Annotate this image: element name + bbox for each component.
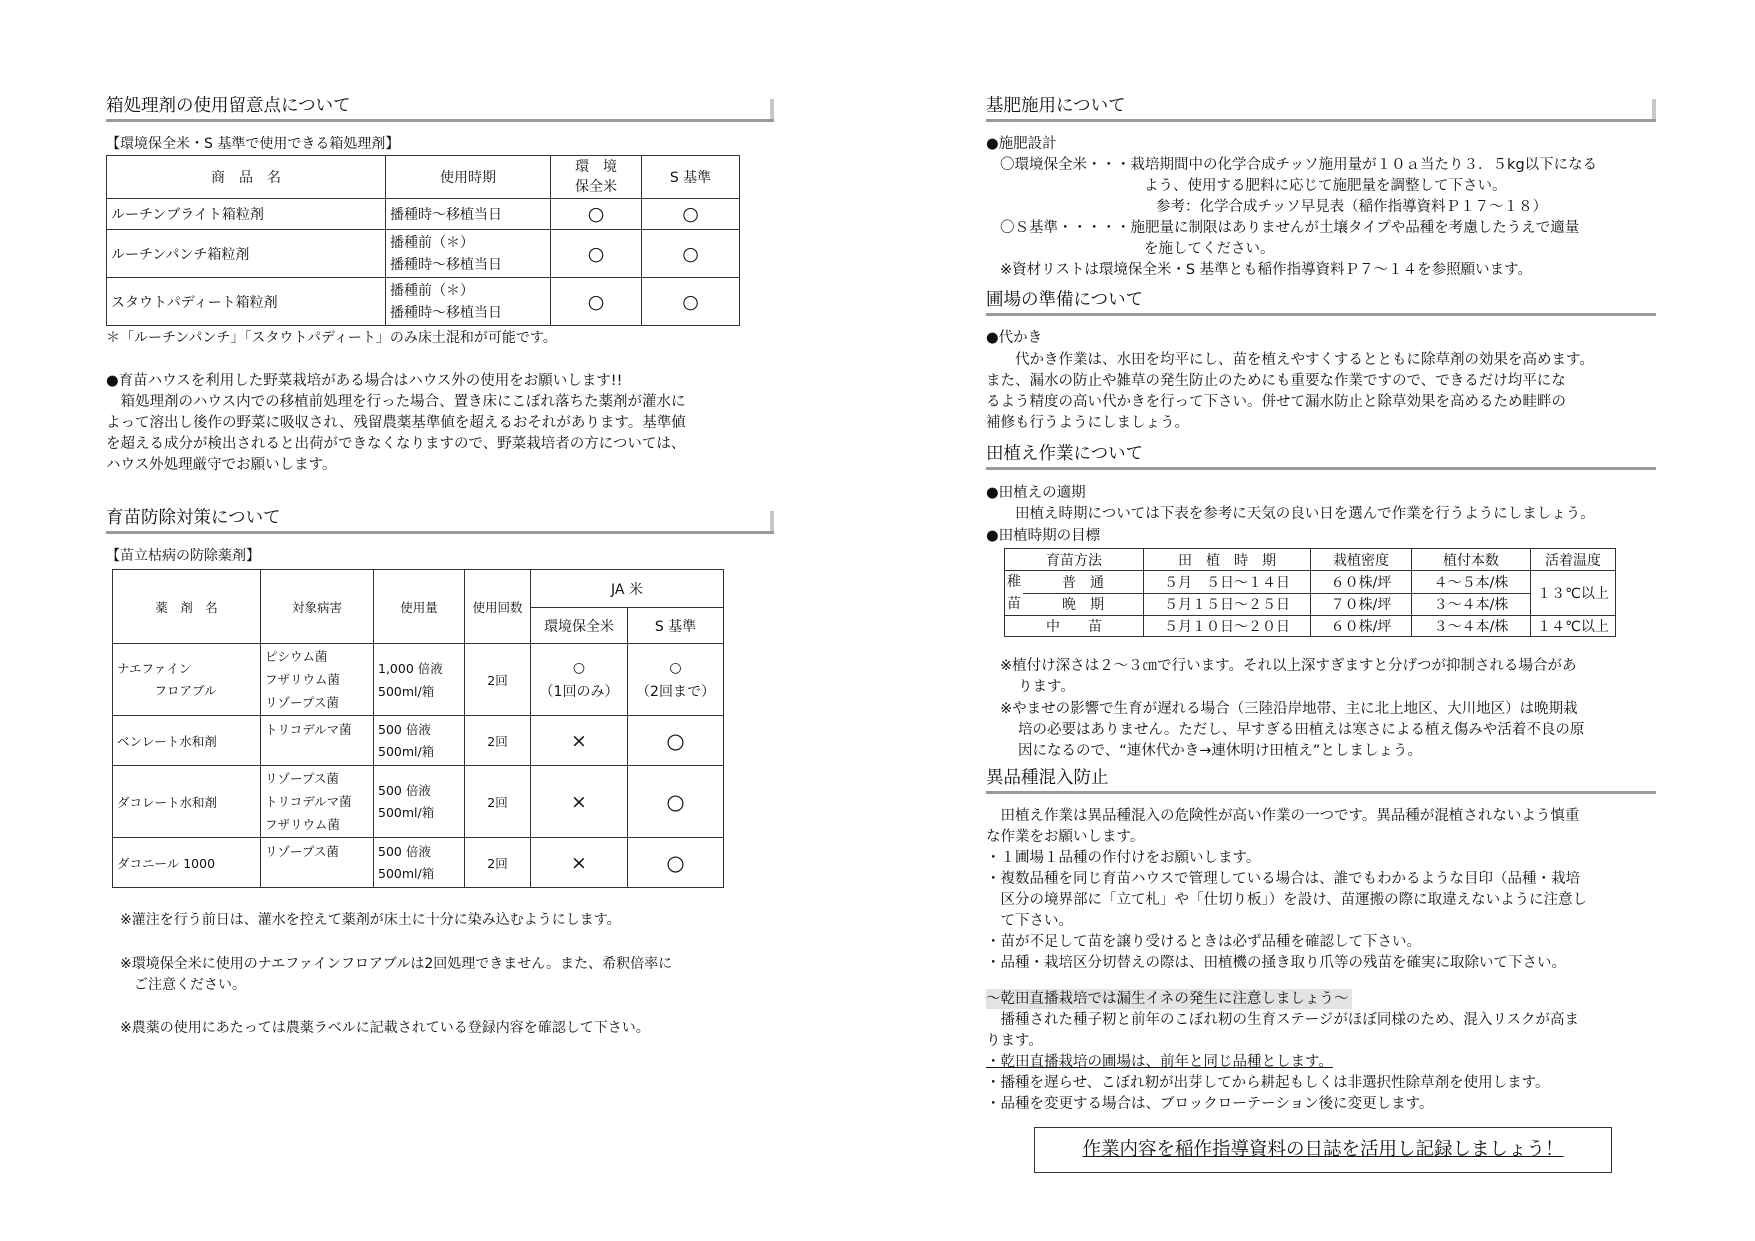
section-header-box-treatment xyxy=(106,96,774,122)
seedling-note-3: ※農薬の使用にあたっては農薬ラベルに記載されている登録内容を確認して下さい。 xyxy=(120,1020,650,1036)
chemical-name: ダコニール 1000 xyxy=(113,838,261,888)
field-line: 補修も行うようにしましょう。 xyxy=(986,415,1189,431)
header-rule xyxy=(106,119,774,122)
env-mark: ○ （1回のみ） xyxy=(531,644,628,716)
section-title: 箱処理剤の使用留意点について xyxy=(106,96,351,116)
header-rule-tick xyxy=(770,99,774,119)
section-title: 異品種混入防止 xyxy=(986,768,1109,788)
table-row xyxy=(107,230,740,278)
warning-line: を超える成分が検出されると出荷ができなくなりますので、野菜栽培者の方については、 xyxy=(106,436,686,452)
seedling-note-2-cont: ご注意ください。 xyxy=(120,977,246,993)
product-name: ルーチンパンチ箱粒剤 xyxy=(107,230,386,278)
header-rule-tick xyxy=(1652,99,1656,119)
chemical-name: ダコレート水和剤 xyxy=(113,766,261,838)
fert-design-heading: ●施肥設計 xyxy=(986,136,1057,152)
header-cell-env: 環境保全米 xyxy=(531,608,628,644)
planting-schedule-table xyxy=(1004,548,1616,637)
env-mark: × xyxy=(531,838,628,888)
product-name: スタウトパディート箱粒剤 xyxy=(107,278,386,326)
box-treatment-table xyxy=(106,155,740,326)
mix-line: 田植え作業は異品種混入の危険性が高い作業の一つです。異品種が混植されないよう慎重 xyxy=(986,808,1580,824)
table-row xyxy=(113,838,724,888)
table-header-row xyxy=(1005,549,1616,571)
warning-line: ハウス外処理厳守でお願いします。 xyxy=(106,457,337,473)
warning-line: 箱処理剤のハウス内での移植前処理を行った場合、置き床にこぼれ落ちた薬剤が灌水に xyxy=(106,394,686,410)
env-mark: ○ xyxy=(551,230,642,278)
target-disease: トリコデルマ菌 xyxy=(261,716,374,766)
chibyo-label xyxy=(1005,571,1024,616)
header-cell-timing: 使用時期 xyxy=(386,156,551,199)
chemical-name: ベンレート水和剤 xyxy=(113,716,261,766)
section-header-fertilizer xyxy=(986,96,1656,122)
section-title: 圃場の準備について xyxy=(986,290,1144,310)
density-cell: ６０株/坪 xyxy=(1311,616,1412,637)
direct-seeding-title: ～乾田直播栽培では漏生イネの発生に注意しましょう～ xyxy=(986,989,1352,1009)
record-reminder-box xyxy=(1034,1127,1612,1173)
field-sub-heading: ●代かき xyxy=(986,330,1043,346)
mix-line: ・１圃場１品種の作付けをお願いします。 xyxy=(986,850,1261,866)
planting-note-2: ※やませの影響で生育が遅れる場合（三陸沿岸地帯、主に北上地区、大川地区）は晩期栽 xyxy=(1000,701,1578,717)
table-row xyxy=(113,644,724,716)
header-cell-count: 植付本数 xyxy=(1412,549,1531,571)
temp-cell: １３℃以上 xyxy=(1531,571,1616,616)
mix-line: な作業をお願いします。 xyxy=(986,829,1145,845)
planting-sub-heading-1: ●田植えの適期 xyxy=(986,485,1086,501)
header-cell-temp: 活着温度 xyxy=(1531,549,1616,571)
count-cell: ３～４本/株 xyxy=(1412,593,1531,616)
record-reminder-text: 作業内容を稲作指導資料の日誌を活用し記録しましょう！ xyxy=(1082,1139,1564,1160)
planting-note-2-cont: 因になるので、“連休代かき→連休明け田植え”としましょう。 xyxy=(1018,743,1422,759)
seedling-note-1: ※灌注を行う前日は、灌水を控えて薬剤が床土に十分に染み込むようにします。 xyxy=(120,912,621,928)
table-row xyxy=(1005,593,1616,616)
usage-amount: 500 倍液 500ml/箱 xyxy=(374,766,465,838)
header-rule xyxy=(986,467,1656,470)
direct-line: ・品種を変更する場合は、ブロックローテーション後に変更します。 xyxy=(986,1096,1434,1112)
usage-count: 2回 xyxy=(465,716,531,766)
usage-amount: 500 倍液 500ml/箱 xyxy=(374,716,465,766)
s-mark: ○ xyxy=(642,230,740,278)
header-rule xyxy=(106,531,774,534)
planting-note-2-cont: 培の必要はありません。ただし、早すぎる田植えは寒さによる植え傷みや活着不良の原 xyxy=(1018,722,1585,738)
usage-timing: 播種時～移植当日 xyxy=(386,199,551,230)
product-name: ルーチンブライト箱粒剤 xyxy=(107,199,386,230)
method-cell: 中 苗 xyxy=(1005,616,1144,637)
header-rule xyxy=(986,313,1656,316)
nursery-warning-title: ●育苗ハウスを利用した野菜栽培がある場合はハウス外の使用をお願いします!! xyxy=(106,373,623,389)
warning-line: よって溶出し後作の野菜に吸収され、残留農薬基準値を超えるおそれがあります。基準値 xyxy=(106,415,686,431)
header-cell-name: 商 品 名 xyxy=(107,156,386,199)
mix-line: て下さい。 xyxy=(986,913,1073,929)
seedling-table-subheading: 【苗立枯病の防除薬剤】 xyxy=(106,548,260,564)
planting-note-1-cont: ります。 xyxy=(1018,679,1075,695)
section-title: 基肥施用について xyxy=(986,96,1126,116)
usage-amount: 1,000 倍液 500ml/箱 xyxy=(374,644,465,716)
table-row xyxy=(107,278,740,326)
field-line: 代かき作業は、水田を均平にし、苗を植えやすくするとともに除草剤の効果を高めます。 xyxy=(986,352,1594,368)
fert-material-note: ※資材リストは環境保全米・S 基準とも稲作指導資料Ｐ７～１４を参照願います。 xyxy=(1000,262,1533,278)
usage-count: 2回 xyxy=(465,838,531,888)
section-header-field xyxy=(986,290,1656,316)
table-header-row xyxy=(107,156,740,199)
seedling-disease-table xyxy=(112,569,724,888)
direct-underlined-line: ・乾田直播栽培の圃場は、前年と同じ品種とします。 xyxy=(986,1054,1333,1070)
section-header-planting xyxy=(986,444,1656,470)
target-disease: ピシウム菌 フザリウム菌 リゾープス菌 xyxy=(261,644,374,716)
usage-timing: 播種前（＊） 播種時～移植当日 xyxy=(386,278,551,326)
header-cell-method: 育苗方法 xyxy=(1005,549,1144,571)
mix-line: ・苗が不足して苗を譲り受けるときは必ず品種を確認して下さい。 xyxy=(986,934,1421,950)
table-row xyxy=(113,716,724,766)
section-header-seedling xyxy=(106,508,774,534)
table-header-row xyxy=(113,570,724,608)
target-disease: リゾープス菌 xyxy=(261,838,374,888)
header-cell-disease: 対象病害 xyxy=(261,570,374,644)
box-table-subheading: 【環境保全米・S 基準で使用できる箱処理剤】 xyxy=(106,136,400,152)
fert-env-cont: よう、使用する肥料に応じて施肥量を調整して下さい。 xyxy=(1144,178,1507,194)
seedling-note-2: ※環境保全米に使用のナエファインフロアブルは2回処理できません。また、希釈倍率に xyxy=(120,956,673,972)
env-mark: × xyxy=(531,716,628,766)
s-mark: ○ xyxy=(642,199,740,230)
header-cell-count: 使用回数 xyxy=(465,570,531,644)
header-cell-s: S 基準 xyxy=(642,156,740,199)
chibyo-char: 稚 xyxy=(1007,574,1021,590)
s-mark: ○ xyxy=(628,716,724,766)
header-cell-ja: JA 米 xyxy=(531,570,724,608)
fert-reference: 参考：化学合成チッソ早見表（稲作指導資料Ｐ１７～１８） xyxy=(1156,199,1548,215)
env-mark: × xyxy=(531,766,628,838)
header-cell-s: S 基準 xyxy=(628,608,724,644)
field-line: また、漏水の防止や雑草の発生防止のためにも重要な作業ですので、できるだけ均平にな xyxy=(986,373,1566,389)
period-cell: ５月 ５日～１４日 xyxy=(1144,571,1311,594)
density-cell: ７０株/坪 xyxy=(1311,593,1412,616)
table-row xyxy=(1005,571,1616,594)
direct-line: 播種された種子籾と前年のこぼれ籾の生育ステージがほぼ同様のため、混入リスクが高ま xyxy=(986,1012,1580,1028)
chemical-name: ナエファイン フロアブル xyxy=(113,644,261,716)
header-cell-env: 環 境 保全米 xyxy=(551,156,642,199)
field-line: るよう精度の高い代かきを行って下さい。併せて漏水防止と除草効果を高めるため畦畔の xyxy=(986,394,1566,410)
chibyo-char: 苗 xyxy=(1007,596,1021,612)
header-cell-period: 田 植 時 期 xyxy=(1144,549,1311,571)
method-cell: 晩 期 xyxy=(1023,593,1144,616)
temp-cell: １４℃以上 xyxy=(1531,616,1616,637)
section-header-mix xyxy=(986,768,1656,794)
usage-amount: 500 倍液 500ml/箱 xyxy=(374,838,465,888)
env-mark: ○ xyxy=(551,199,642,230)
s-mark: ○ （2回まで） xyxy=(628,644,724,716)
table-row xyxy=(113,766,724,838)
fert-env-line: 〇環境保全米・・・栽培期間中の化学合成チッソ施用量が１０ａ当たり３．５kg以下になる xyxy=(1000,157,1598,173)
mix-line: ・品種・栽培区分切替えの際は、田植機の掻き取り爪等の残苗を確実に取除いて下さい。 xyxy=(986,955,1566,971)
s-mark: ○ xyxy=(628,838,724,888)
header-rule xyxy=(986,791,1656,794)
header-rule-tick xyxy=(770,511,774,531)
count-cell: ３～４本/株 xyxy=(1412,616,1531,637)
header-cell-name: 薬 剤 名 xyxy=(113,570,261,644)
env-mark: ○ xyxy=(551,278,642,326)
target-disease: リゾープス菌 トリコデルマ菌 フザリウム菌 xyxy=(261,766,374,838)
section-title: 田植え作業について xyxy=(986,444,1144,464)
table-row xyxy=(1005,616,1616,637)
header-cell-density: 栽植密度 xyxy=(1311,549,1412,571)
count-cell: ４～５本/株 xyxy=(1412,571,1531,594)
fert-s-line: 〇Ｓ基準・・・・・施肥量に制限はありませんが土壌タイプや品種を考慮したうえで適量 xyxy=(1000,220,1580,236)
fert-s-cont: を施してください。 xyxy=(1144,241,1275,257)
box-table-note: ＊「ルーチンパンチ」「スタウトパディート」のみ床土混和が可能です。 xyxy=(106,330,557,346)
s-mark: ○ xyxy=(628,766,724,838)
density-cell: ６０株/坪 xyxy=(1311,571,1412,594)
direct-line: ります。 xyxy=(986,1033,1043,1049)
usage-timing: 播種前（＊） 播種時～移植当日 xyxy=(386,230,551,278)
usage-count: 2回 xyxy=(465,644,531,716)
mix-line: 区分の境界部に「立て札」や「仕切り板」）を設け、苗運搬の際に取違えないように注意し xyxy=(986,892,1588,908)
planting-note-1: ※植付け深さは２～３㎝で行います。それ以上深すぎますと分げつが抑制される場合があ xyxy=(1000,658,1577,674)
planting-sub-heading-2: ●田植時期の目標 xyxy=(986,528,1101,544)
method-cell: 普 通 xyxy=(1023,571,1144,594)
section-title: 育苗防除対策について xyxy=(106,508,281,528)
table-row xyxy=(107,199,740,230)
header-rule xyxy=(986,119,1656,122)
period-cell: ５月１５日～２５日 xyxy=(1144,593,1311,616)
s-mark: ○ xyxy=(642,278,740,326)
planting-sub-line: 田植え時期については下表を参考に天気の良い日を選んで作業を行うようにしましょう。 xyxy=(986,506,1595,522)
mix-line: ・複数品種を同じ育苗ハウスで管理している場合は、誰でもわかるような目印（品種・栽培 xyxy=(986,871,1581,887)
header-cell-amount: 使用量 xyxy=(374,570,465,644)
usage-count: 2回 xyxy=(465,766,531,838)
direct-line: ・播種を遅らせ、こぼれ籾が出芽してから耕起もしくは非選択性除草剤を使用します。 xyxy=(986,1075,1550,1091)
period-cell: ５月１０日～２０日 xyxy=(1144,616,1311,637)
